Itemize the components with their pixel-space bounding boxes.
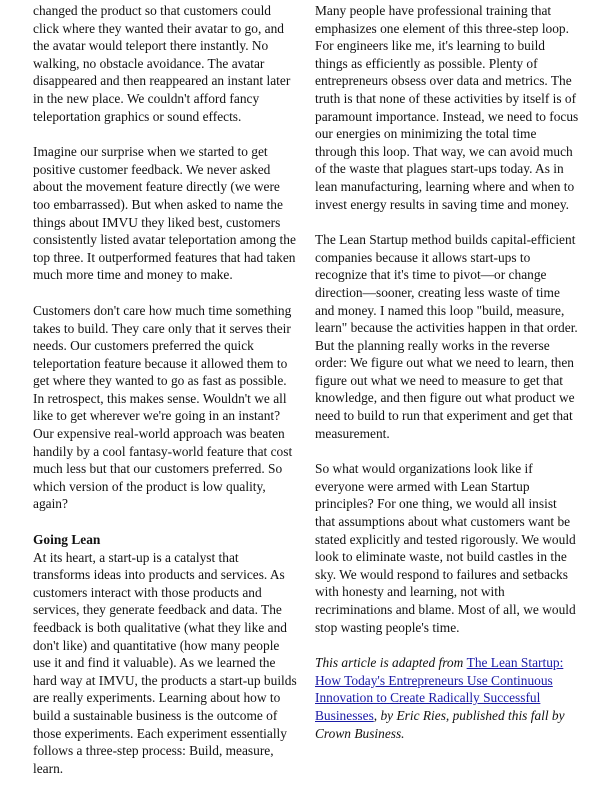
text-line: needs. Our customers preferred the quick (33, 338, 254, 354)
text-line: the avatar would teleport there instantly. No (33, 38, 269, 54)
text-line: get where they wanted to go as fast as possible. (33, 373, 287, 389)
text-line: figure out what we need to measure to get that (315, 372, 564, 388)
text-line: So what would organizations look like if (315, 461, 533, 477)
text-line: teleportation graphics or sound effects. (33, 108, 242, 124)
text-line: feedback is both qualitative (what they like and (33, 620, 287, 635)
text-line: with honesty and learning, not with (315, 584, 505, 600)
credit-publisher: Crown Business. (315, 725, 405, 741)
text-line: again? (33, 496, 68, 512)
text-line: Many people have professional training that (315, 3, 552, 18)
text-line: hard way at IMVU, the products a start-up builds (33, 672, 297, 688)
text-line: learn. (33, 760, 64, 776)
text-line: use it and find it valuable). As we learned the (33, 655, 276, 671)
text-line: our energies on minimizing the total time (315, 126, 537, 142)
text-line: services, they generate feedback and data. The (33, 602, 282, 618)
text-line: learn" because the activities happen in that order. (315, 320, 578, 336)
text-line: top three. It outperformed features that had taken (33, 249, 296, 265)
text-line: direction—sooner, creating less waste of time (315, 284, 560, 300)
text-line: For engineers like me, it's learning to build (315, 38, 546, 54)
text-line: which version of the product is low quality, (33, 478, 266, 494)
text-line: sky. We would respond to failures and setbacks (315, 566, 568, 582)
text-line: stop wasting people's time. (315, 619, 460, 635)
text-line: At its heart, a start-up is a catalyst that (33, 549, 239, 565)
text-line: click where they wanted their avatar to go, and (33, 20, 284, 36)
text-line: measurement. (315, 425, 390, 441)
text-line: takes to build. They care only that it serves their (33, 320, 291, 336)
text-line: emphasizes one element of this three-step loop. (315, 20, 569, 36)
text-line: much less but that our customers preferred. So (33, 461, 283, 477)
text-line: those experiments. Each experiment essentially (33, 725, 287, 741)
text-line: are really experiments. Learning about how to (33, 690, 281, 706)
text-line: look to eliminate waste, not build castles in the (315, 549, 567, 565)
text-line: teleportation feature because it allowed them to (33, 355, 288, 371)
text-line: of the waste that plagues start-ups today. As in (315, 161, 564, 177)
text-line: changed the product so that customers could (33, 3, 271, 18)
book-title-link[interactable]: The Lean Startup: (466, 655, 564, 671)
text-line: In retrospect, this makes sense. Wouldn't we all (33, 390, 287, 406)
credit-intro: This article is adapted from (315, 655, 467, 671)
section-heading-going-lean: Going Lean (33, 532, 101, 548)
text-line: things as efficiently as possible. Plenty of (315, 55, 538, 71)
text-line: handily by a cool fantasy-world feature that cost (33, 443, 293, 459)
text-line: recognize that it's time to pivot—or change (315, 267, 547, 283)
text-line: about the movement feature directly (we were (33, 179, 280, 195)
text-line: Customers don't care how much time something (33, 302, 292, 318)
text-line: that assumptions about what customers want be (315, 514, 571, 530)
text-line: consistently listed avatar teleportation among the (33, 232, 296, 248)
text-line: customers interact with those products and (33, 584, 262, 600)
text-line: everyone were armed with Lean Startup (315, 478, 530, 494)
text-line: knowledge, and then figure out what product we (315, 390, 575, 406)
text-line: lean manufacturing, learning where and when to (315, 178, 575, 194)
text-line: invest energy results in saving time and money. (315, 196, 570, 212)
text-line: recriminations and blame. Most of all, we would (315, 602, 576, 617)
credit-line (315, 654, 587, 672)
credit-line (315, 689, 587, 707)
text-line: through this loop. That way, we can avoid much (315, 143, 573, 159)
text-line: paramount importance. Instead, we need to focus (315, 108, 579, 124)
text-line: transforms ideas into products and services. As (33, 567, 285, 583)
text-line: principles? For one thing, we would all insist (315, 496, 557, 512)
text-line: build a sustainable business is the outcome of (33, 707, 278, 723)
credit-line (315, 672, 587, 690)
text-line: follows a three-step process: Build, measure, (33, 743, 274, 759)
paragraph-three-step-loop (315, 2, 587, 213)
article-credit (315, 654, 587, 742)
paragraph-going-lean (33, 531, 299, 777)
paragraph-customers-dont-care (33, 302, 299, 513)
paragraph-lean-startup-method (315, 231, 587, 442)
text-line: companies because it allows start-ups to (315, 249, 531, 265)
text-line: stated explicitly and tested rigorously. We would (315, 531, 576, 547)
text-line: like to get wherever we're going in an instant? (33, 408, 281, 424)
credit-line (315, 707, 587, 725)
book-title-link[interactable]: Businesses (315, 707, 374, 723)
text-line: truth is that none of these activities by itself is of (315, 90, 577, 106)
text-line: much more time and money to make. (33, 267, 233, 283)
paragraph-organizations (315, 460, 587, 636)
article-right-column (315, 2, 587, 760)
text-line: don't like) and quantitative (how many people (33, 637, 280, 653)
text-line: Imagine our surprise when we started to get (33, 144, 268, 160)
text-line: disappeared and then reappeared an instant later (33, 73, 291, 89)
text-line: walking, no obstacle avoidance. The avatar (33, 55, 265, 71)
text-line: too embarrassed). But when asked to name the (33, 196, 283, 212)
text-line: order: We figure out what we need to learn, then (315, 355, 574, 371)
paragraph-teleport-change (33, 2, 299, 125)
text-line: things about IMVU they liked best, customers (33, 214, 281, 230)
credit-author: , by Eric Ries, published this fall by (373, 707, 565, 723)
text-line: But the planning really works in the reverse (315, 337, 550, 353)
book-title-link[interactable]: Innovation to Create Radically Successful (315, 690, 541, 706)
text-line: and money. I named this loop "build, measure, (315, 302, 565, 318)
article-left-column (33, 2, 299, 795)
book-title-link[interactable]: How Today's Entrepreneurs Use Continuous (315, 672, 553, 688)
text-line: The Lean Startup method builds capital-efficient (315, 232, 576, 248)
paragraph-customer-feedback (33, 143, 299, 284)
text-line: Our expensive real-world approach was beaten (33, 426, 285, 442)
text-line: entrepreneurs obsess over data and metrics. The (315, 73, 572, 89)
text-line: in the new place. We couldn't afford fancy (33, 90, 260, 106)
text-line: positive customer feedback. We never asked (33, 161, 271, 177)
text-line: need to build to run that experiment and get that (315, 408, 573, 424)
